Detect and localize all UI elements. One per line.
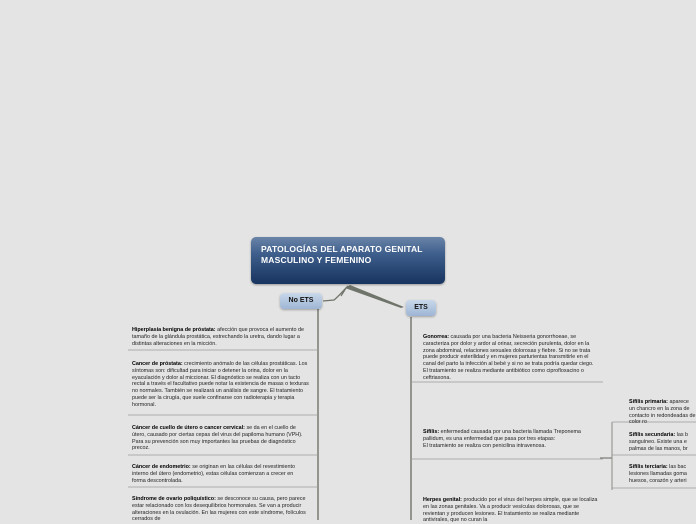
leaf-sifilis[interactable] xyxy=(423,429,595,449)
topic-ets[interactable] xyxy=(406,300,436,316)
leaf-text: se da en el cuello de útero, causado por ciertas cepas del virus del papiloma humano (VPH). Para su prevención son muy importantes las pruebas de diagnóstico precoz. xyxy=(132,425,303,452)
leaf-text: enfermedad causada por una bacteria llamada Treponema pallidum, es una enfermedad que pasa por tres etapas: El tratamiento se realiza con penicilina intravenosa. xyxy=(423,429,581,449)
leaf-text: afección que provoca el aumento de tamaño de la glándula prostática, estrechando la uretra, dando lugar a distintas alteraciones en la micción. xyxy=(132,327,304,347)
leaf-term: Sífilis: xyxy=(423,429,440,435)
leaf-text: producido por el virus del herpes simple, que se localiza en las zonas genitales. Va a producir vesículas dolorosas, que se revientan y producen lesiones. El tratamiento se realiza mediante antivirales, que no curan la xyxy=(423,497,598,524)
topic-no-ets[interactable] xyxy=(280,293,322,309)
leaf-text: las b sanguíneo. Existe una e palmas de las manos, br xyxy=(629,432,689,452)
leaf-sindrome-ovario-poliquistico[interactable] xyxy=(132,496,310,523)
topic-no-ets-label: No ETS xyxy=(288,297,314,304)
leaf-sifilis-secundaria[interactable] xyxy=(629,432,696,452)
leaf-term: Hiperplasia benigna de próstata: xyxy=(132,327,216,333)
central-topic-title: PATOLOGÍAS DEL APARATO GENITAL MASCULINO Y FEMENINO xyxy=(261,244,423,265)
leaf-text: crecimiento anómalo de las células prostáticas. Los síntomas son: dificultad para iniciar o detener la orina, dolor en la eyaculación y dolor al miccionar. El diagnóstico se realiza con un tacto rectal a través el facultativo puede notar la existencia de masas o texturas no normales. También se realizará un análisis de sangre. El tratamiento puede ser la cirugía, que suele confinarse con radioterapia y terapia hormonal. xyxy=(132,361,309,408)
leaf-text: se originan en las células del revestimiento interno del útero (endometrio), estas células comienzan a crecer en forma descontrolada. xyxy=(132,464,295,484)
leaf-herpes-genital[interactable] xyxy=(423,497,601,524)
leaf-text: se desconoce su causa, pero parece estar relacionado con los desequilibrios hormonales. Se van a producir alteraciones en la ovulación. En las mujeres con este síndrome, folículos cerrados de xyxy=(132,496,306,523)
leaf-term: Gonorrea: xyxy=(423,334,450,340)
leaf-sifilis-terciaria[interactable] xyxy=(629,464,696,484)
leaf-text: causada por una bacteria Neisseria gonorrhoeae, se caracteriza por dolor y ardor al orinar, secreción purulenta, dolor en la zona abdominal, relaciones sexuales dolorosas y fiebre. Si no se trata puede producir esterilidad y en mujeres parturientas transmitirle en el canal del parto la infección al bebé y si no se trata podría quedar ciego. El tratamiento se realiza mediante antibiótico como ciprofloxacino o ceftriaxona. xyxy=(423,334,594,381)
leaf-term: Síndrome de ovario poliquístico: xyxy=(132,496,216,502)
leaf-term: Cancer de próstata: xyxy=(132,361,183,367)
connector-central-no-ets xyxy=(323,286,348,301)
leaf-gonorrea[interactable] xyxy=(423,334,599,382)
leaf-cancer-endometrio[interactable] xyxy=(132,464,304,484)
connector-central-ets xyxy=(345,285,404,308)
leaf-text: aparece un chancro en la zona de contacto in redondeadas de color ro xyxy=(629,399,696,426)
leaf-text: las bac lesiones llamadas goma huesos, corazón y arteri xyxy=(629,464,687,484)
leaf-cancer-prostata[interactable] xyxy=(132,361,310,409)
topic-ets-label: ETS xyxy=(414,304,428,311)
leaf-term: Sífilis primaria: xyxy=(629,399,668,405)
central-topic[interactable] xyxy=(251,237,445,284)
leaf-term: Cáncer de cuello de útero o cancer cervical: xyxy=(132,425,245,431)
leaf-term: Sífilis terciaria: xyxy=(629,464,668,470)
leaf-term: Cáncer de endometrio: xyxy=(132,464,191,470)
leaf-hiperplasia[interactable] xyxy=(132,327,308,347)
leaf-term: Herpes genital: xyxy=(423,497,462,503)
leaf-term: Sífilis secundaria: xyxy=(629,432,676,438)
leaf-sifilis-primaria[interactable] xyxy=(629,399,696,426)
leaf-cancer-cuello-utero[interactable] xyxy=(132,425,304,452)
